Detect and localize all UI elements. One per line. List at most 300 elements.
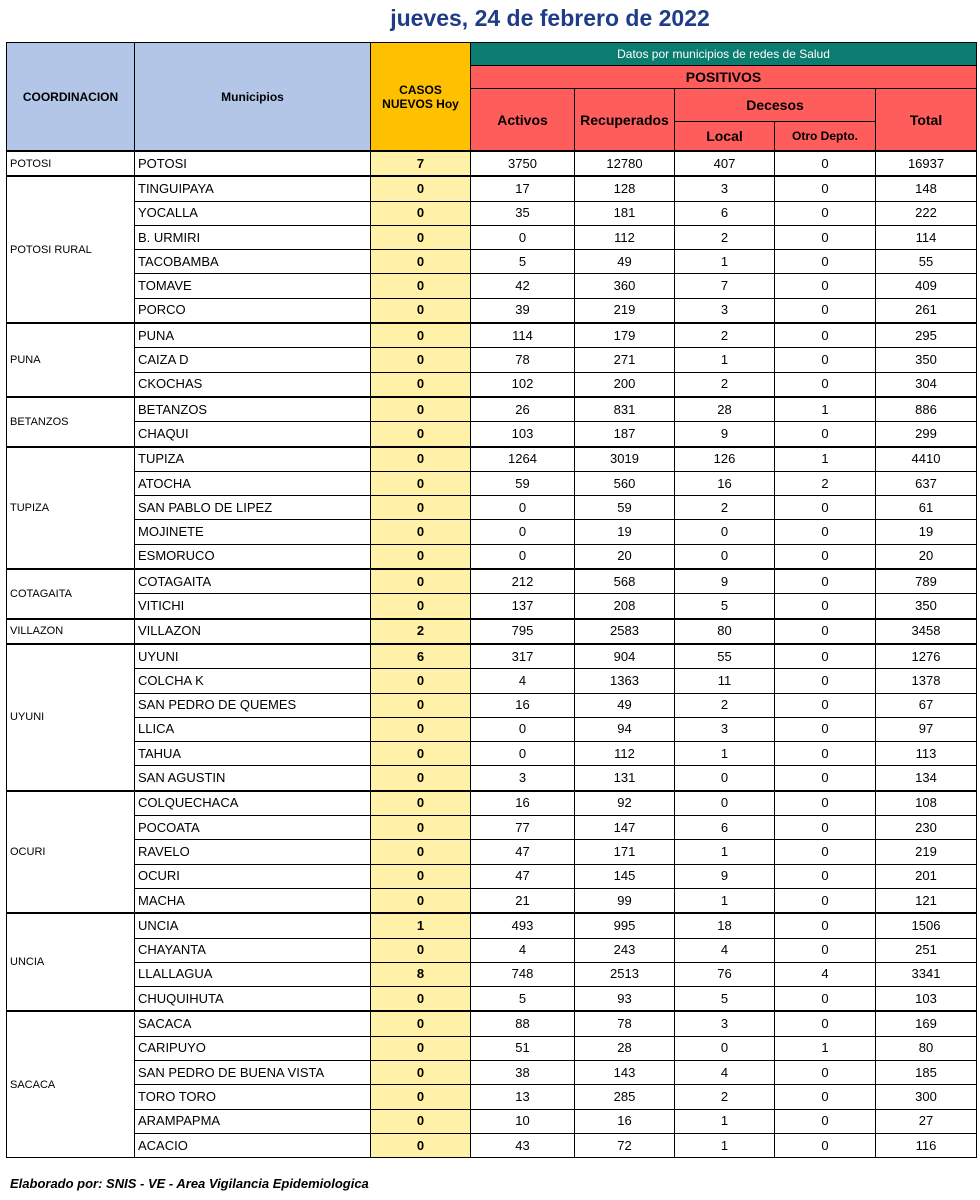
decesos-local-cell: 3 xyxy=(675,1011,775,1036)
decesos-local-cell: 28 xyxy=(675,397,775,422)
total-cell: 1378 xyxy=(876,669,977,693)
recuperados-cell: 171 xyxy=(575,840,675,864)
casos-nuevos-cell: 0 xyxy=(371,176,471,201)
recuperados-cell: 560 xyxy=(575,471,675,495)
coordinacion-cell: POTOSI xyxy=(7,151,135,176)
decesos-otro-cell: 0 xyxy=(775,250,876,274)
recuperados-cell: 995 xyxy=(575,913,675,938)
decesos-local-cell: 0 xyxy=(675,766,775,791)
activos-cell: 16 xyxy=(471,791,575,816)
activos-cell: 5 xyxy=(471,250,575,274)
casos-nuevos-cell: 7 xyxy=(371,151,471,176)
decesos-local-cell: 0 xyxy=(675,791,775,816)
casos-nuevos-cell: 0 xyxy=(371,422,471,447)
total-cell: 169 xyxy=(876,1011,977,1036)
municipio-cell: OCURI xyxy=(135,864,371,888)
municipio-cell: SACACA xyxy=(135,1011,371,1036)
recuperados-cell: 72 xyxy=(575,1133,675,1157)
municipio-cell: ESMORUCO xyxy=(135,544,371,569)
municipio-cell: ATOCHA xyxy=(135,471,371,495)
decesos-local-cell: 0 xyxy=(675,1036,775,1060)
recuperados-cell: 200 xyxy=(575,372,675,397)
activos-cell: 0 xyxy=(471,225,575,249)
activos-cell: 47 xyxy=(471,840,575,864)
recuperados-cell: 16 xyxy=(575,1109,675,1133)
recuperados-cell: 49 xyxy=(575,250,675,274)
recuperados-cell: 187 xyxy=(575,422,675,447)
activos-cell: 13 xyxy=(471,1085,575,1109)
table-row xyxy=(7,496,977,520)
casos-nuevos-cell: 0 xyxy=(371,323,471,348)
decesos-otro-cell: 4 xyxy=(775,962,876,986)
table-row xyxy=(7,201,977,225)
decesos-otro-cell: 0 xyxy=(775,569,876,594)
recuperados-cell: 12780 xyxy=(575,151,675,176)
table-row xyxy=(7,619,977,644)
casos-nuevos-cell: 0 xyxy=(371,888,471,913)
decesos-local-cell: 7 xyxy=(675,274,775,298)
activos-cell: 317 xyxy=(471,644,575,669)
recuperados-cell: 92 xyxy=(575,791,675,816)
total-cell: 1276 xyxy=(876,644,977,669)
decesos-otro-cell: 0 xyxy=(775,766,876,791)
municipio-cell: RAVELO xyxy=(135,840,371,864)
decesos-local-cell: 18 xyxy=(675,913,775,938)
municipio-cell: POTOSI xyxy=(135,151,371,176)
activos-cell: 114 xyxy=(471,323,575,348)
municipio-cell: TORO TORO xyxy=(135,1085,371,1109)
table-row xyxy=(7,274,977,298)
table-row xyxy=(7,471,977,495)
decesos-local-cell: 1 xyxy=(675,888,775,913)
total-cell: 134 xyxy=(876,766,977,791)
decesos-otro-cell: 0 xyxy=(775,1133,876,1157)
recuperados-cell: 145 xyxy=(575,864,675,888)
decesos-local-cell: 6 xyxy=(675,201,775,225)
total-cell: 409 xyxy=(876,274,977,298)
table-row xyxy=(7,1011,977,1036)
table-row xyxy=(7,323,977,348)
table-row xyxy=(7,151,977,176)
recuperados-cell: 99 xyxy=(575,888,675,913)
activos-cell: 137 xyxy=(471,594,575,619)
activos-cell: 47 xyxy=(471,864,575,888)
activos-cell: 35 xyxy=(471,201,575,225)
casos-nuevos-cell: 8 xyxy=(371,962,471,986)
casos-nuevos-cell: 0 xyxy=(371,594,471,619)
casos-nuevos-cell: 0 xyxy=(371,766,471,791)
header-coordinacion: COORDINACION xyxy=(7,43,135,152)
total-cell: 222 xyxy=(876,201,977,225)
municipio-cell: TINGUIPAYA xyxy=(135,176,371,201)
table-row xyxy=(7,348,977,372)
decesos-otro-cell: 0 xyxy=(775,422,876,447)
table-row xyxy=(7,693,977,717)
decesos-otro-cell: 0 xyxy=(775,717,876,741)
table-row xyxy=(7,1060,977,1084)
municipio-cell: LLICA xyxy=(135,717,371,741)
table-row xyxy=(7,544,977,569)
decesos-local-cell: 2 xyxy=(675,323,775,348)
table-row xyxy=(7,372,977,397)
recuperados-cell: 49 xyxy=(575,693,675,717)
municipio-cell: BETANZOS xyxy=(135,397,371,422)
table-row xyxy=(7,962,977,986)
header-datos-redes: Datos por municipios de redes de Salud xyxy=(471,43,977,66)
municipio-cell: POCOATA xyxy=(135,816,371,840)
activos-cell: 0 xyxy=(471,520,575,544)
municipio-cell: PORCO xyxy=(135,298,371,323)
activos-cell: 102 xyxy=(471,372,575,397)
table-row xyxy=(7,644,977,669)
decesos-otro-cell: 0 xyxy=(775,742,876,766)
casos-nuevos-cell: 0 xyxy=(371,1011,471,1036)
decesos-otro-cell: 0 xyxy=(775,1109,876,1133)
decesos-local-cell: 126 xyxy=(675,447,775,472)
coordinacion-cell: POTOSI RURAL xyxy=(7,176,135,323)
total-cell: 16937 xyxy=(876,151,977,176)
table-row xyxy=(7,766,977,791)
footer-credit: Elaborado por: SNIS - VE - Area Vigilancia Epidemiologica xyxy=(10,1176,369,1191)
recuperados-cell: 3019 xyxy=(575,447,675,472)
total-cell: 295 xyxy=(876,323,977,348)
decesos-local-cell: 3 xyxy=(675,176,775,201)
municipio-cell: MOJINETE xyxy=(135,520,371,544)
municipio-cell: SAN AGUSTIN xyxy=(135,766,371,791)
activos-cell: 212 xyxy=(471,569,575,594)
table-row xyxy=(7,816,977,840)
decesos-otro-cell: 0 xyxy=(775,176,876,201)
total-cell: 251 xyxy=(876,938,977,962)
decesos-local-cell: 6 xyxy=(675,816,775,840)
decesos-otro-cell: 0 xyxy=(775,151,876,176)
municipio-cell: UNCIA xyxy=(135,913,371,938)
recuperados-cell: 112 xyxy=(575,742,675,766)
total-cell: 299 xyxy=(876,422,977,447)
decesos-local-cell: 1 xyxy=(675,250,775,274)
coordinacion-cell: TUPIZA xyxy=(7,447,135,569)
recuperados-cell: 28 xyxy=(575,1036,675,1060)
total-cell: 61 xyxy=(876,496,977,520)
coordinacion-cell: COTAGAITA xyxy=(7,569,135,619)
activos-cell: 38 xyxy=(471,1060,575,1084)
casos-nuevos-cell: 0 xyxy=(371,447,471,472)
municipio-cell: TOMAVE xyxy=(135,274,371,298)
decesos-local-cell: 9 xyxy=(675,864,775,888)
municipio-cell: ARAMPAPMA xyxy=(135,1109,371,1133)
total-cell: 185 xyxy=(876,1060,977,1084)
decesos-otro-cell: 0 xyxy=(775,201,876,225)
coordinacion-cell: UNCIA xyxy=(7,913,135,1011)
table-row xyxy=(7,1036,977,1060)
total-cell: 80 xyxy=(876,1036,977,1060)
decesos-local-cell: 55 xyxy=(675,644,775,669)
activos-cell: 16 xyxy=(471,693,575,717)
decesos-local-cell: 80 xyxy=(675,619,775,644)
coordinacion-cell: UYUNI xyxy=(7,644,135,791)
activos-cell: 493 xyxy=(471,913,575,938)
decesos-otro-cell: 0 xyxy=(775,791,876,816)
activos-cell: 51 xyxy=(471,1036,575,1060)
decesos-otro-cell: 0 xyxy=(775,298,876,323)
recuperados-cell: 112 xyxy=(575,225,675,249)
recuperados-cell: 78 xyxy=(575,1011,675,1036)
casos-nuevos-cell: 0 xyxy=(371,816,471,840)
decesos-local-cell: 1 xyxy=(675,348,775,372)
table-row xyxy=(7,840,977,864)
decesos-local-cell: 9 xyxy=(675,569,775,594)
table-row xyxy=(7,864,977,888)
casos-nuevos-cell: 0 xyxy=(371,1085,471,1109)
casos-nuevos-cell: 0 xyxy=(371,938,471,962)
coordinacion-cell: OCURI xyxy=(7,791,135,913)
activos-cell: 59 xyxy=(471,471,575,495)
decesos-local-cell: 2 xyxy=(675,1085,775,1109)
decesos-local-cell: 2 xyxy=(675,693,775,717)
decesos-otro-cell: 0 xyxy=(775,669,876,693)
casos-nuevos-cell: 0 xyxy=(371,471,471,495)
total-cell: 230 xyxy=(876,816,977,840)
decesos-otro-cell: 0 xyxy=(775,644,876,669)
decesos-otro-cell: 0 xyxy=(775,594,876,619)
recuperados-cell: 285 xyxy=(575,1085,675,1109)
activos-cell: 1264 xyxy=(471,447,575,472)
total-cell: 67 xyxy=(876,693,977,717)
decesos-otro-cell: 0 xyxy=(775,225,876,249)
header-positivos: POSITIVOS xyxy=(471,66,977,89)
coordinacion-cell: BETANZOS xyxy=(7,397,135,447)
decesos-local-cell: 1 xyxy=(675,840,775,864)
decesos-otro-cell: 0 xyxy=(775,1085,876,1109)
total-cell: 97 xyxy=(876,717,977,741)
header-activos: Activos xyxy=(471,89,575,152)
recuperados-cell: 2583 xyxy=(575,619,675,644)
activos-cell: 39 xyxy=(471,298,575,323)
casos-nuevos-cell: 0 xyxy=(371,201,471,225)
table-body xyxy=(7,151,977,1158)
decesos-otro-cell: 0 xyxy=(775,274,876,298)
coordinacion-cell: PUNA xyxy=(7,323,135,397)
decesos-local-cell: 4 xyxy=(675,1060,775,1084)
decesos-otro-cell: 0 xyxy=(775,938,876,962)
header-recuperados: Recuperados xyxy=(575,89,675,152)
casos-nuevos-cell: 0 xyxy=(371,544,471,569)
decesos-otro-cell: 0 xyxy=(775,323,876,348)
total-cell: 148 xyxy=(876,176,977,201)
recuperados-cell: 243 xyxy=(575,938,675,962)
casos-nuevos-cell: 0 xyxy=(371,1109,471,1133)
casos-nuevos-cell: 0 xyxy=(371,274,471,298)
total-cell: 789 xyxy=(876,569,977,594)
casos-nuevos-cell: 0 xyxy=(371,717,471,741)
total-cell: 3341 xyxy=(876,962,977,986)
casos-nuevos-cell: 0 xyxy=(371,987,471,1012)
table-row xyxy=(7,938,977,962)
table-row xyxy=(7,1109,977,1133)
recuperados-cell: 568 xyxy=(575,569,675,594)
recuperados-cell: 181 xyxy=(575,201,675,225)
casos-nuevos-cell: 0 xyxy=(371,1036,471,1060)
activos-cell: 795 xyxy=(471,619,575,644)
report-date-title: jueves, 24 de febrero de 2022 xyxy=(390,5,710,31)
activos-cell: 26 xyxy=(471,397,575,422)
total-cell: 1506 xyxy=(876,913,977,938)
municipio-cell: TACOBAMBA xyxy=(135,250,371,274)
activos-cell: 78 xyxy=(471,348,575,372)
total-cell: 113 xyxy=(876,742,977,766)
municipio-cell: VITICHI xyxy=(135,594,371,619)
total-cell: 219 xyxy=(876,840,977,864)
total-cell: 201 xyxy=(876,864,977,888)
table-row xyxy=(7,176,977,201)
decesos-otro-cell: 0 xyxy=(775,840,876,864)
total-cell: 108 xyxy=(876,791,977,816)
decesos-local-cell: 2 xyxy=(675,496,775,520)
recuperados-cell: 2513 xyxy=(575,962,675,986)
decesos-otro-cell: 1 xyxy=(775,447,876,472)
municipio-cell: LLALLAGUA xyxy=(135,962,371,986)
decesos-otro-cell: 1 xyxy=(775,1036,876,1060)
casos-nuevos-cell: 0 xyxy=(371,791,471,816)
decesos-otro-cell: 0 xyxy=(775,619,876,644)
recuperados-cell: 219 xyxy=(575,298,675,323)
recuperados-cell: 93 xyxy=(575,987,675,1012)
table-row xyxy=(7,913,977,938)
activos-cell: 77 xyxy=(471,816,575,840)
casos-nuevos-cell: 0 xyxy=(371,496,471,520)
total-cell: 300 xyxy=(876,1085,977,1109)
decesos-otro-cell: 0 xyxy=(775,913,876,938)
municipio-cell: CHAYANTA xyxy=(135,938,371,962)
casos-nuevos-cell: 0 xyxy=(371,225,471,249)
decesos-local-cell: 11 xyxy=(675,669,775,693)
recuperados-cell: 59 xyxy=(575,496,675,520)
activos-cell: 5 xyxy=(471,987,575,1012)
decesos-otro-cell: 0 xyxy=(775,496,876,520)
header-otro-depto: Otro Depto. xyxy=(775,122,876,152)
recuperados-cell: 1363 xyxy=(575,669,675,693)
casos-nuevos-cell: 0 xyxy=(371,372,471,397)
recuperados-cell: 831 xyxy=(575,397,675,422)
table-row xyxy=(7,397,977,422)
recuperados-cell: 94 xyxy=(575,717,675,741)
table-row xyxy=(7,422,977,447)
activos-cell: 3 xyxy=(471,766,575,791)
casos-nuevos-cell: 0 xyxy=(371,1060,471,1084)
decesos-otro-cell: 0 xyxy=(775,888,876,913)
recuperados-cell: 131 xyxy=(575,766,675,791)
recuperados-cell: 143 xyxy=(575,1060,675,1084)
total-cell: 114 xyxy=(876,225,977,249)
municipio-cell: B. URMIRI xyxy=(135,225,371,249)
casos-nuevos-cell: 0 xyxy=(371,348,471,372)
casos-nuevos-cell: 0 xyxy=(371,669,471,693)
recuperados-cell: 208 xyxy=(575,594,675,619)
municipio-cell: COLQUECHACA xyxy=(135,791,371,816)
activos-cell: 0 xyxy=(471,544,575,569)
table-row xyxy=(7,717,977,741)
activos-cell: 43 xyxy=(471,1133,575,1157)
total-cell: 121 xyxy=(876,888,977,913)
covid-municipal-table xyxy=(6,42,977,1158)
decesos-otro-cell: 2 xyxy=(775,471,876,495)
decesos-local-cell: 1 xyxy=(675,1109,775,1133)
decesos-local-cell: 3 xyxy=(675,298,775,323)
municipio-cell: MACHA xyxy=(135,888,371,913)
decesos-otro-cell: 0 xyxy=(775,816,876,840)
activos-cell: 748 xyxy=(471,962,575,986)
header-municipios: Municipios xyxy=(135,43,371,152)
casos-nuevos-cell: 6 xyxy=(371,644,471,669)
header-casos-nuevos: CASOS NUEVOS Hoy xyxy=(371,43,471,152)
recuperados-cell: 20 xyxy=(575,544,675,569)
header-local: Local xyxy=(675,122,775,152)
total-cell: 55 xyxy=(876,250,977,274)
decesos-local-cell: 3 xyxy=(675,717,775,741)
recuperados-cell: 904 xyxy=(575,644,675,669)
table-row xyxy=(7,225,977,249)
decesos-local-cell: 0 xyxy=(675,520,775,544)
decesos-otro-cell: 0 xyxy=(775,1060,876,1084)
municipio-cell: ACACIO xyxy=(135,1133,371,1157)
decesos-otro-cell: 0 xyxy=(775,1011,876,1036)
activos-cell: 103 xyxy=(471,422,575,447)
casos-nuevos-cell: 0 xyxy=(371,840,471,864)
total-cell: 3458 xyxy=(876,619,977,644)
decesos-local-cell: 2 xyxy=(675,225,775,249)
decesos-local-cell: 2 xyxy=(675,372,775,397)
coordinacion-cell: VILLAZON xyxy=(7,619,135,644)
table-row xyxy=(7,888,977,913)
header-total: Total xyxy=(876,89,977,152)
decesos-local-cell: 5 xyxy=(675,987,775,1012)
total-cell: 103 xyxy=(876,987,977,1012)
casos-nuevos-cell: 1 xyxy=(371,913,471,938)
decesos-otro-cell: 0 xyxy=(775,693,876,717)
total-cell: 4410 xyxy=(876,447,977,472)
activos-cell: 17 xyxy=(471,176,575,201)
recuperados-cell: 271 xyxy=(575,348,675,372)
municipio-cell: SAN PABLO DE LIPEZ xyxy=(135,496,371,520)
activos-cell: 42 xyxy=(471,274,575,298)
decesos-otro-cell: 1 xyxy=(775,397,876,422)
municipio-cell: SAN PEDRO DE BUENA VISTA xyxy=(135,1060,371,1084)
table-row xyxy=(7,1085,977,1109)
decesos-otro-cell: 0 xyxy=(775,372,876,397)
casos-nuevos-cell: 0 xyxy=(371,1133,471,1157)
municipio-cell: TUPIZA xyxy=(135,447,371,472)
total-cell: 350 xyxy=(876,594,977,619)
casos-nuevos-cell: 0 xyxy=(371,742,471,766)
recuperados-cell: 147 xyxy=(575,816,675,840)
total-cell: 116 xyxy=(876,1133,977,1157)
table-row xyxy=(7,520,977,544)
activos-cell: 0 xyxy=(471,717,575,741)
decesos-otro-cell: 0 xyxy=(775,864,876,888)
casos-nuevos-cell: 0 xyxy=(371,520,471,544)
total-cell: 637 xyxy=(876,471,977,495)
decesos-local-cell: 1 xyxy=(675,742,775,766)
decesos-local-cell: 407 xyxy=(675,151,775,176)
decesos-local-cell: 4 xyxy=(675,938,775,962)
total-cell: 27 xyxy=(876,1109,977,1133)
table-row xyxy=(7,569,977,594)
table-row xyxy=(7,669,977,693)
activos-cell: 3750 xyxy=(471,151,575,176)
activos-cell: 88 xyxy=(471,1011,575,1036)
casos-nuevos-cell: 0 xyxy=(371,693,471,717)
decesos-otro-cell: 0 xyxy=(775,987,876,1012)
